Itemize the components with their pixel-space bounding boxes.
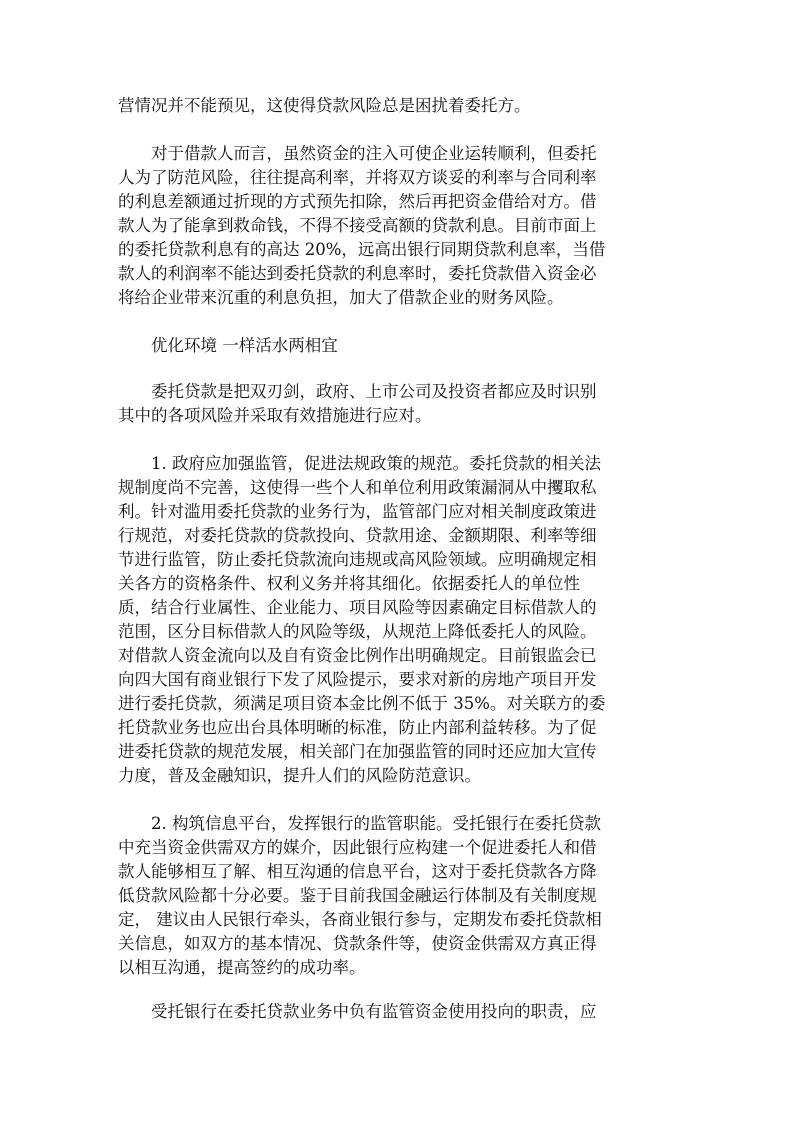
text-line: 的利息差额通过折现的方式预先扣除，然后再把资金借给对方。借 xyxy=(118,192,597,211)
text-line: 以相互沟通，提高签约的成功率。 xyxy=(118,958,366,977)
text-line: 人为了防范风险，往往提高利率，并将双方谈妥的利率与合同利率 xyxy=(118,168,597,187)
paragraph-borrower-risk xyxy=(118,142,678,310)
text-line: 2. 构筑信息平台，发挥银行的监管职能。受托银行在委托贷款 xyxy=(151,814,601,833)
text-line: 进行委托贷款，须满足项目资本金比例不低于 35%。对关联方的委 xyxy=(118,694,606,713)
text-line: 利。针对滥用委托贷款的业务行为，监管部门应对相关制度政策进 xyxy=(118,502,597,521)
paragraph-trustee-bank xyxy=(118,1000,678,1024)
text-line: 定， 建议由人民银行牵头，各商业银行参与，定期发布委托贷款相 xyxy=(118,910,602,929)
text-line: 的委托贷款利息有的高达 20%，远高出银行同期贷款利息率，当借 xyxy=(118,240,606,259)
text-line: 关各方的资格条件、权利义务并将其细化。依据委托人的单位性 xyxy=(118,574,580,593)
text-line: 对借款人资金流向以及自有资金比例作出明确规定。目前银监会已 xyxy=(118,646,597,665)
text-line: 进委托贷款的规范发展，相关部门在加强监管的同时还应加大宣传 xyxy=(118,742,597,761)
text-line: 质，结合行业属性、企业能力、项目风险等因素确定目标借款人的 xyxy=(118,598,597,617)
text-line: 受托银行在委托贷款业务中负有监管资金使用投向的职责，应 xyxy=(151,1002,597,1021)
text-line: 将给企业带来沉重的利息负担，加大了借款企业的财务风险。 xyxy=(118,288,564,307)
text-line: 其中的各项风险并采取有效措施进行应对。 xyxy=(118,406,432,425)
text-line: 营情况并不能预见，这使得贷款风险总是困扰着委托方。 xyxy=(118,96,531,115)
text-line: 低贷款风险都十分必要。鉴于目前我国金融运行体制及有关制度规 xyxy=(118,886,597,905)
text-line: 力度，普及金融知识，提升人们的风险防范意识。 xyxy=(118,766,481,785)
text-line: 款人能够相互了解、相互沟通的信息平台，这对于委托贷款各方降 xyxy=(118,862,597,881)
text-line: 范围，区分目标借款人的风险等级，从规范上降低委托人的风险。 xyxy=(118,622,597,641)
text-line: 委托贷款是把双刃剑，政府、上市公司及投资者都应及时识别 xyxy=(151,382,597,401)
text-line: 1. 政府应加强监管，促进法规政策的规范。委托贷款的相关法 xyxy=(151,454,601,473)
text-line: 托贷款业务也应出台具体明晰的标准，防止内部利益转移。为了促 xyxy=(118,718,597,737)
text-line: 节进行监管，防止委托贷款流向违规或高风险领域。应明确规定相 xyxy=(118,550,597,569)
text-line: 关信息，如双方的基本情况、贷款条件等，使资金供需双方真正得 xyxy=(118,934,597,953)
text-line: 向四大国有商业银行下发了风险提示，要求对新的房地产项目开发 xyxy=(118,670,597,689)
paragraph-double-edged xyxy=(118,380,678,428)
text-line: 规制度尚不完善，这使得一些个人和单位利用政策漏洞从中攫取私 xyxy=(118,478,597,497)
paragraph-continuation xyxy=(118,94,678,118)
text-line: 款人的利润率不能达到委托贷款的利息率时，委托贷款借入资金必 xyxy=(118,264,597,283)
text-line: 行规范，对委托贷款的贷款投向、贷款用途、金额期限、利率等细 xyxy=(118,526,597,545)
paragraph-item-1 xyxy=(118,452,678,788)
text-line: 款人为了能拿到救命钱，不得不接受高额的贷款利息。目前市面上 xyxy=(118,216,597,235)
text-line: 对于借款人而言，虽然资金的注入可使企业运转顺利，但委托 xyxy=(151,144,597,163)
heading-text: 优化环境 一样活水两相宜 xyxy=(151,336,338,355)
text-line: 中充当资金供需双方的媒介，因此银行应构建一个促进委托人和借 xyxy=(118,838,597,857)
section-heading xyxy=(118,334,678,358)
paragraph-item-2 xyxy=(118,812,678,980)
